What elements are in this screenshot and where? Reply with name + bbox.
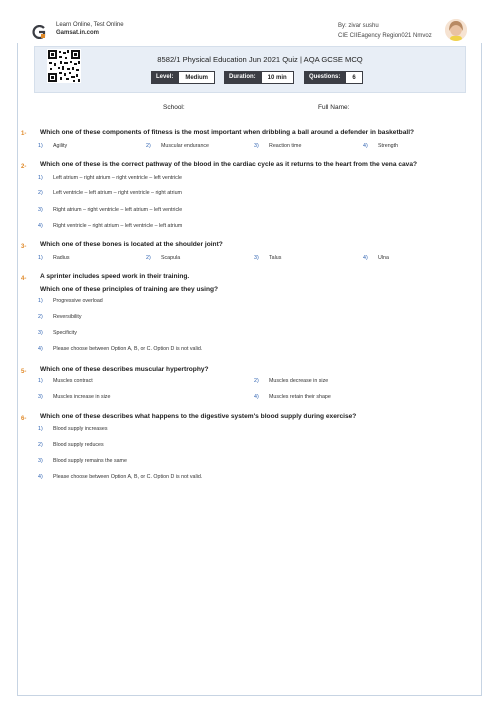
option-label[interactable]: Strength: [378, 143, 399, 149]
option-label[interactable]: Please choose between Option A, B, or C. Option D is not valid.: [53, 474, 203, 480]
question-text: Which one of these bones is located at the shoulder joint?: [40, 241, 223, 248]
option-number: 3): [254, 255, 259, 261]
question-text: A sprinter includes speed work in their training.: [40, 273, 190, 280]
option-number: 4): [363, 255, 368, 261]
author-info: [338, 21, 432, 41]
brand-site[interactable]: Gamsat.in.com: [56, 30, 100, 36]
question-text: Which one of these components of fitness is the most important when dribbling a ball around a defender in basketball?: [40, 129, 415, 136]
option-number: 3): [38, 458, 43, 464]
option-number: 1): [38, 378, 43, 384]
option-number: 1): [38, 143, 43, 149]
option-number: 2): [146, 143, 151, 149]
avatar: [445, 19, 467, 41]
option-number: 1): [38, 298, 43, 304]
qr-code-icon: [47, 49, 81, 83]
option-number: 3): [254, 143, 259, 149]
option-number: 3): [38, 330, 43, 336]
question-number: 2-: [21, 164, 27, 170]
brand-tagline: Learn Online, Test Online: [56, 22, 124, 28]
option-label[interactable]: Muscles increase in size: [53, 394, 111, 400]
questions-badge: [304, 71, 363, 84]
option-number: 2): [38, 190, 43, 196]
option-label[interactable]: Please choose between Option A, B, or C. Option D is not valid.: [53, 346, 203, 352]
question-text: Which one of these is the correct pathway of the blood in the cardiac cycle as it returns to the heart from the vena cava?: [40, 161, 418, 168]
option-number: 4): [38, 346, 43, 352]
duration-badge: [224, 71, 294, 84]
option-label[interactable]: Blood supply increases: [53, 426, 108, 432]
option-label[interactable]: Agility: [53, 143, 68, 149]
option-label[interactable]: Left atrium – right atrium – right ventricle – left ventricle: [53, 175, 182, 181]
duration-value: 10 min: [261, 71, 294, 84]
option-label[interactable]: Reaction time: [269, 143, 302, 149]
option-label[interactable]: Right ventricle – right atrium – left ventricle – left atrium: [53, 223, 183, 229]
questions-label: Questions:: [304, 71, 345, 84]
question-subtext: Which one of these principles of training are they using?: [40, 286, 219, 293]
quiz-title: 8582/1 Physical Education Jun 2021 Quiz | AQA GCSE MCQ: [157, 55, 363, 64]
option-number: 2): [254, 378, 259, 384]
option-label[interactable]: Progressive overload: [53, 298, 103, 304]
option-label[interactable]: Talus: [269, 255, 282, 261]
question-number: 3-: [21, 244, 27, 250]
question-number: 6-: [21, 416, 27, 422]
quiz-header: [34, 46, 466, 93]
option-number: 1): [38, 255, 43, 261]
option-number: 4): [254, 394, 259, 400]
brand: [56, 21, 124, 37]
fullname-field[interactable]: Full Name:: [318, 104, 350, 111]
option-label[interactable]: Left ventricle – left atrium – right ventricle – right atrium: [53, 190, 182, 196]
option-label[interactable]: Right atrium – right ventricle – left atrium – left ventricle: [53, 207, 183, 213]
option-label[interactable]: Blood supply remains the same: [53, 458, 127, 464]
level-label: Level:: [151, 71, 178, 84]
option-number: 2): [38, 442, 43, 448]
question-text: Which one of these describes what happens to the digestive system's blood supply during exercise?: [40, 413, 357, 420]
option-number: 2): [146, 255, 151, 261]
author-name: By: zivar sushu: [338, 23, 379, 29]
duration-label: Duration:: [224, 71, 261, 84]
option-number: 1): [38, 175, 43, 181]
level-badge: [151, 71, 215, 84]
school-field[interactable]: School:: [163, 104, 185, 111]
option-label[interactable]: Blood supply reduces: [53, 442, 104, 448]
option-number: 4): [38, 474, 43, 480]
author-region: CIE CIIEagency Region021 Nmvoz: [338, 33, 432, 39]
site-logo-icon: [31, 25, 46, 39]
question-text: Which one of these describes muscular hypertrophy?: [40, 366, 209, 373]
option-label[interactable]: Ulna: [378, 255, 389, 261]
option-label[interactable]: Radius: [53, 255, 70, 261]
question-number: 5-: [21, 369, 27, 375]
option-label[interactable]: Muscles contract: [53, 378, 93, 384]
option-label[interactable]: Muscles decrease in size: [269, 378, 329, 384]
option-number: 2): [38, 314, 43, 320]
option-label[interactable]: Specificity: [53, 330, 77, 336]
option-label[interactable]: Scapula: [161, 255, 181, 261]
option-label[interactable]: Muscular endurance: [161, 143, 209, 149]
option-number: 3): [38, 394, 43, 400]
option-label[interactable]: Reversibility: [53, 314, 82, 320]
level-value: Medium: [178, 71, 215, 84]
option-number: 1): [38, 426, 43, 432]
option-number: 4): [363, 143, 368, 149]
option-label[interactable]: Muscles retain their shape: [269, 394, 331, 400]
question-number: 4-: [21, 276, 27, 282]
question-number: 1-: [21, 131, 27, 137]
option-number: 4): [38, 223, 43, 229]
questions-value: 6: [345, 71, 362, 84]
option-number: 3): [38, 207, 43, 213]
